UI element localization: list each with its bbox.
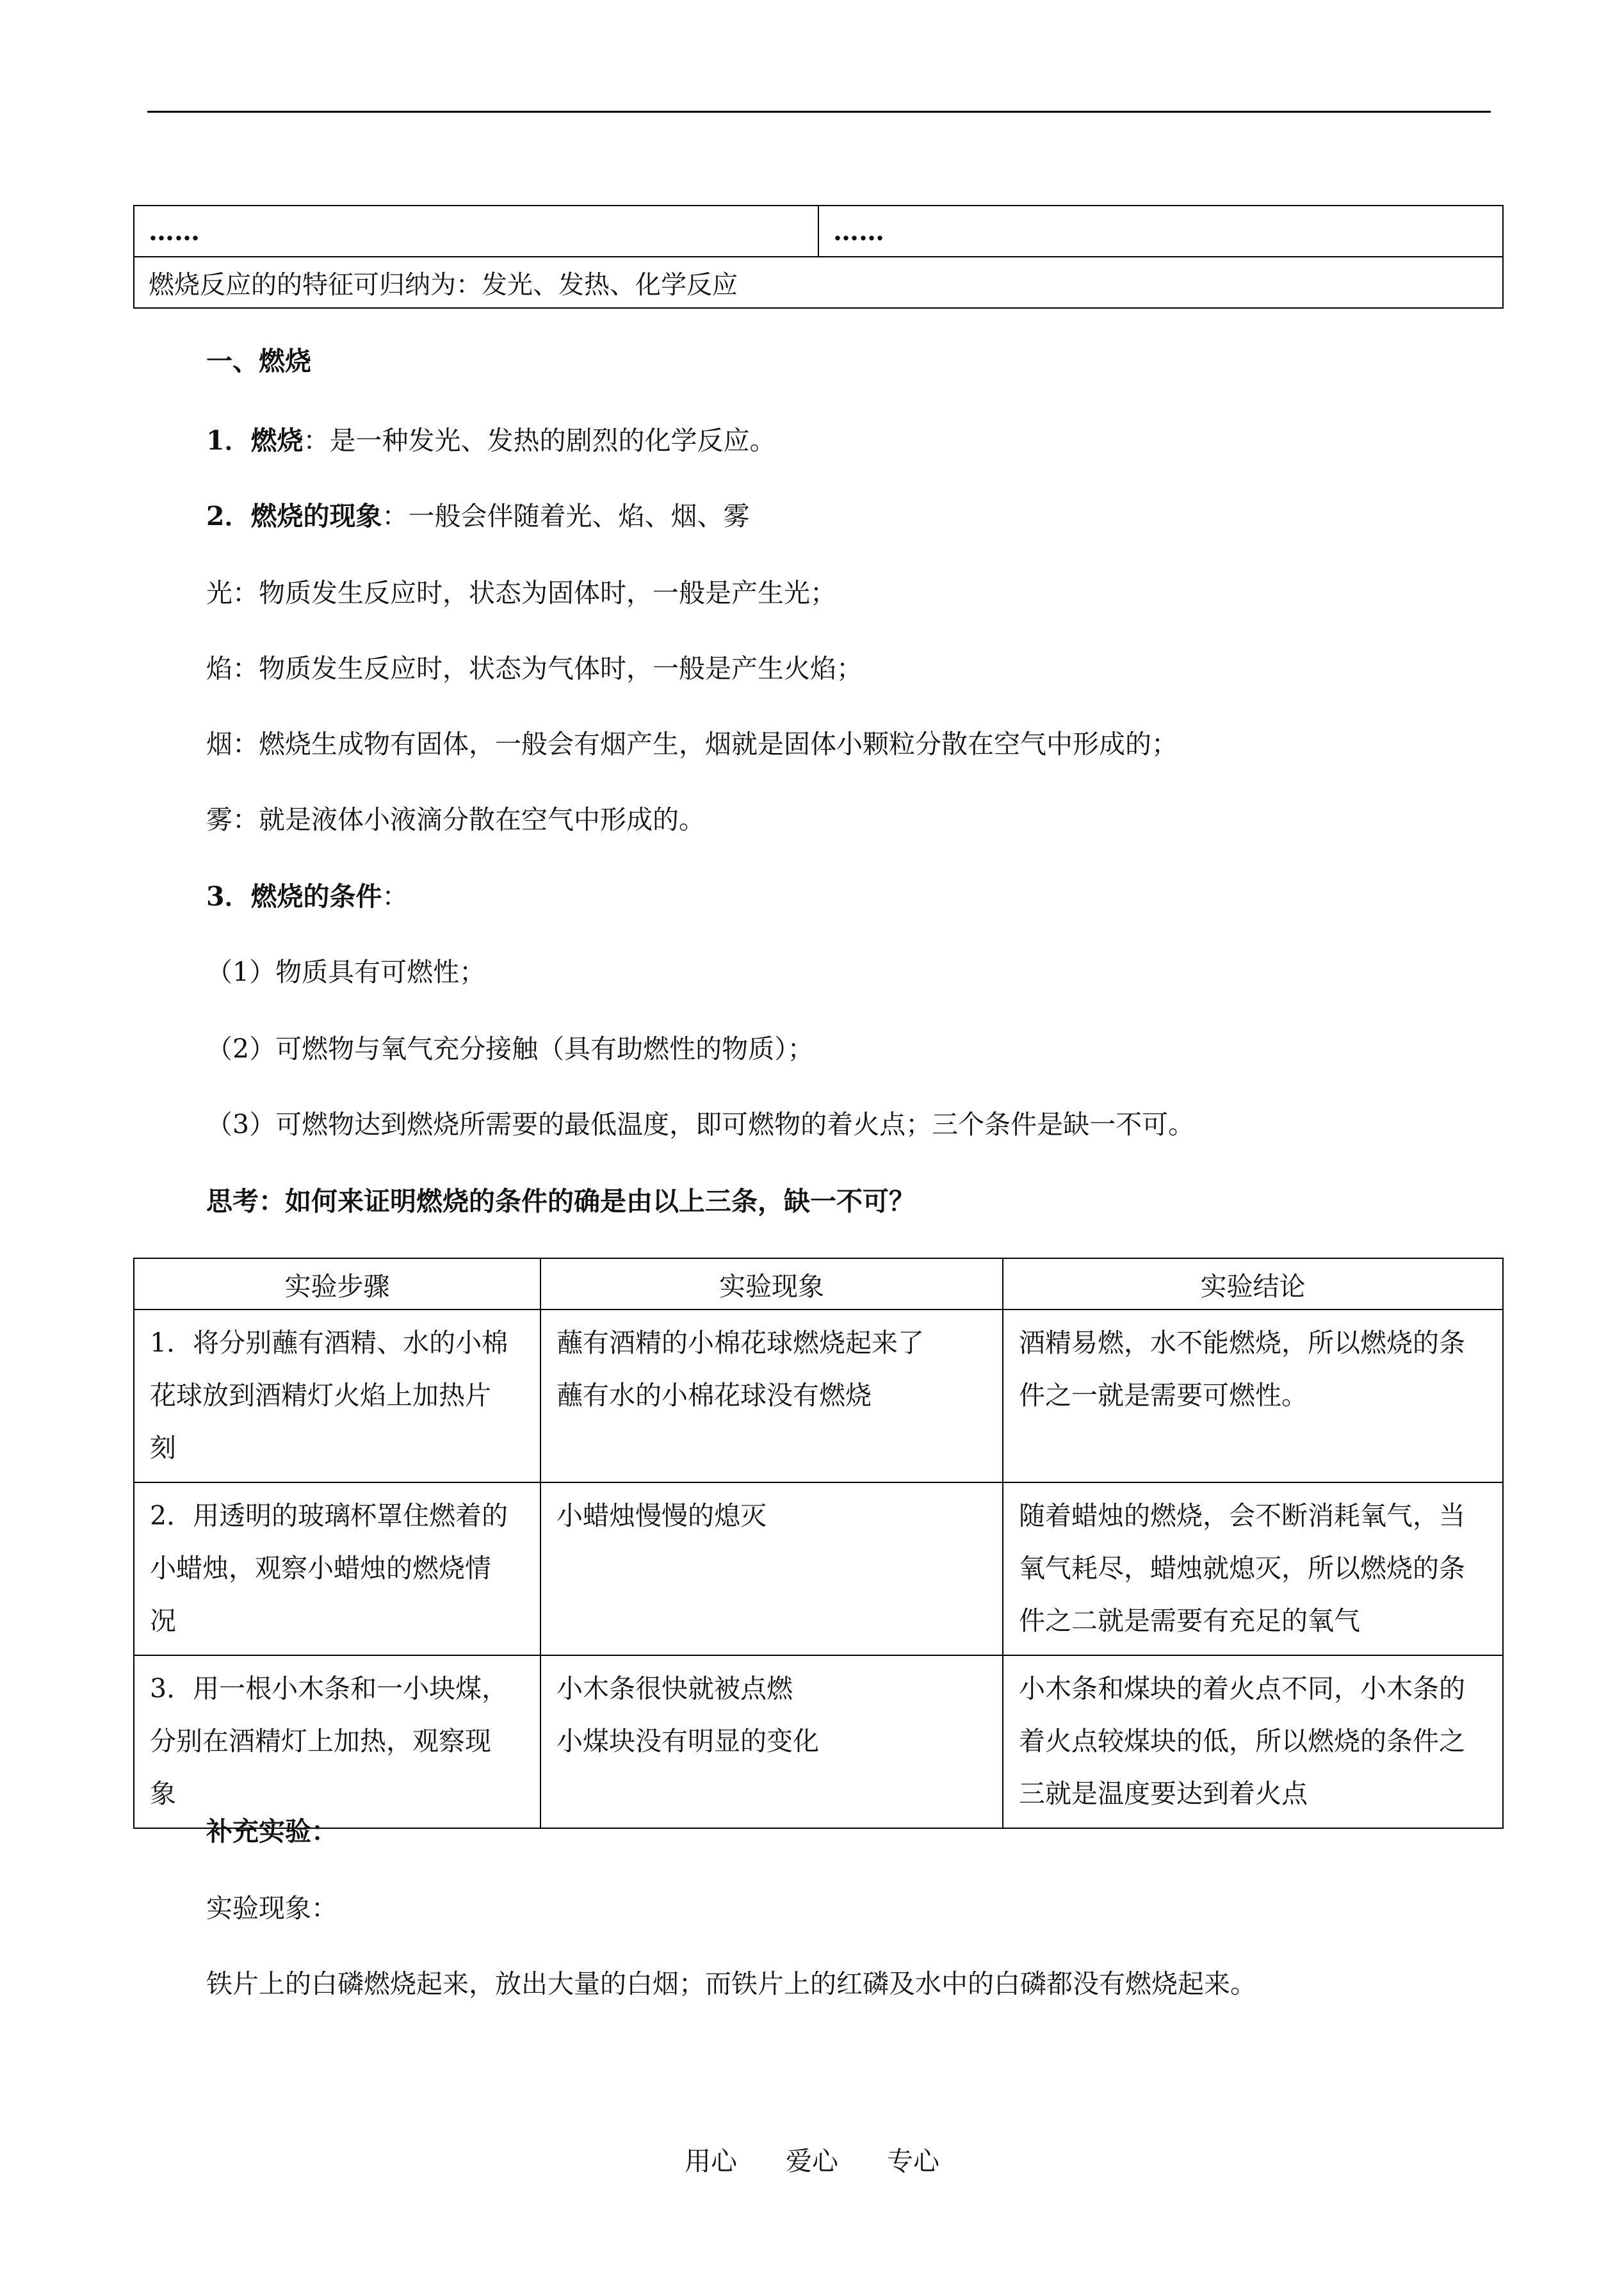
table-row [134,1310,1503,1482]
header-cell-right: …… [818,206,1503,257]
cell-line: 2．用透明的玻璃杯罩住燃着的 [150,1500,508,1531]
cell-line: 小煤块没有明显的变化 [556,1726,819,1756]
table-row [134,1482,1503,1655]
step-cell [134,1655,540,1828]
page-footer [0,2140,1624,2178]
cell-line: 刻 [150,1432,176,1463]
cell-line: 小蜡烛慢慢的熄灭 [556,1500,767,1531]
conclusion-cell [1003,1482,1503,1655]
step-cell [134,1310,540,1482]
section-title: 一、燃烧 [206,346,311,377]
phenomena-term: 2．燃烧的现象 [206,501,382,531]
header-phenomenon: 实验现象 [540,1258,1003,1310]
step-cell [134,1482,540,1655]
table-row [134,1655,1503,1828]
conclusion-cell [1003,1655,1503,1828]
condition-2: （2）可燃物与氧气充分接触（具有助燃性的物质）； [206,1034,814,1064]
header-step: 实验步骤 [134,1258,540,1310]
cell-line: 小蜡烛，观察小蜡烛的燃烧情 [150,1553,491,1584]
cell-line: 酒精易燃，水不能燃烧，所以燃烧的条 [1019,1327,1465,1358]
cell-line: 花球放到酒精灯火焰上加热片 [150,1380,491,1411]
phenomenon-text: 铁片上的白磷燃烧起来，放出大量的白烟；而铁片上的红磷及水中的白磷都没有燃烧起来。 [206,1968,1256,1999]
conclusion-cell [1003,1310,1503,1482]
cell-line: 蘸有水的小棉花球没有燃烧 [556,1380,872,1411]
cell-line: 小木条很快就被点燃 [556,1673,793,1704]
condition-3: （3）可燃物达到燃烧所需要的最低温度，即可燃物的着火点；三个条件是缺一不可。 [206,1109,1195,1140]
paragraph-light: 光：物质发生反应时，状态为固体时，一般是产生光； [206,578,836,608]
cell-line: 着火点较煤块的低，所以燃烧的条件之 [1019,1726,1465,1756]
header-summary: 燃烧反应的的特征可归纳为：发光、发热、化学反应 [134,257,1503,308]
cell-line: 1．将分别蘸有酒精、水的小棉 [150,1327,508,1358]
footer-word: 爱心 [786,2146,838,2177]
conditions-text: ： [382,881,409,912]
cell-line: 件之一就是需要可燃性。 [1019,1380,1308,1411]
header-cell-left: …… [134,206,818,257]
cell-line: 件之二就是需要有充足的氧气 [1019,1605,1360,1636]
cell-line: 况 [150,1605,176,1636]
paragraph-conditions [206,879,409,914]
cell-line: 小木条和煤块的着火点不同，小木条的 [1019,1673,1465,1704]
phenomenon-label: 实验现象： [206,1893,337,1924]
paragraph-smoke: 烟：燃烧生成物有固体，一般会有烟产生，烟就是固体小颗粒分散在空气中形成的； [206,729,1178,759]
phenomenon-cell [540,1482,1003,1655]
cell-line: 分别在酒精灯上加热，观察现 [150,1726,491,1756]
paragraph-flame: 焰：物质发生反应时，状态为气体时，一般是产生火焰； [206,653,863,684]
definition-term: 1．燃烧 [206,425,304,456]
conditions-term: 3．燃烧的条件 [206,881,382,912]
paragraph-definition [206,423,776,458]
phenomenon-cell [540,1655,1003,1828]
cell-line: 三就是温度要达到着火点 [1019,1778,1308,1809]
think-question: 思考：如何来证明燃烧的条件的确是由以上三条，缺一不可？ [206,1186,915,1217]
header-rule [147,111,1491,113]
cell-line: 蘸有酒精的小棉花球燃烧起来了 [556,1327,924,1358]
phenomenon-cell [540,1310,1003,1482]
cell-line: 3．用一根小木条和一小块煤， [150,1673,508,1704]
condition-1: （1）物质具有可燃性； [206,957,486,987]
paragraph-phenomena [206,498,750,534]
phenomena-text: ：一般会伴随着光、焰、烟、雾 [382,501,750,531]
footer-word: 用心 [685,2146,737,2177]
cell-line: 随着蜡烛的燃烧，会不断消耗氧气，当 [1019,1500,1465,1531]
header-conclusion: 实验结论 [1003,1258,1503,1310]
supplement-title: 补充实验： [206,1816,337,1847]
experiment-table [133,1258,1504,1829]
footer-word: 专心 [887,2146,939,2177]
cell-line: 象 [150,1778,176,1809]
definition-text: ：是一种发光、发热的剧烈的化学反应。 [303,425,776,456]
header-table [133,205,1504,309]
cell-line: 氧气耗尽，蜡烛就熄灭，所以燃烧的条 [1019,1553,1465,1584]
paragraph-fog: 雾：就是液体小液滴分散在空气中形成的。 [206,804,705,835]
